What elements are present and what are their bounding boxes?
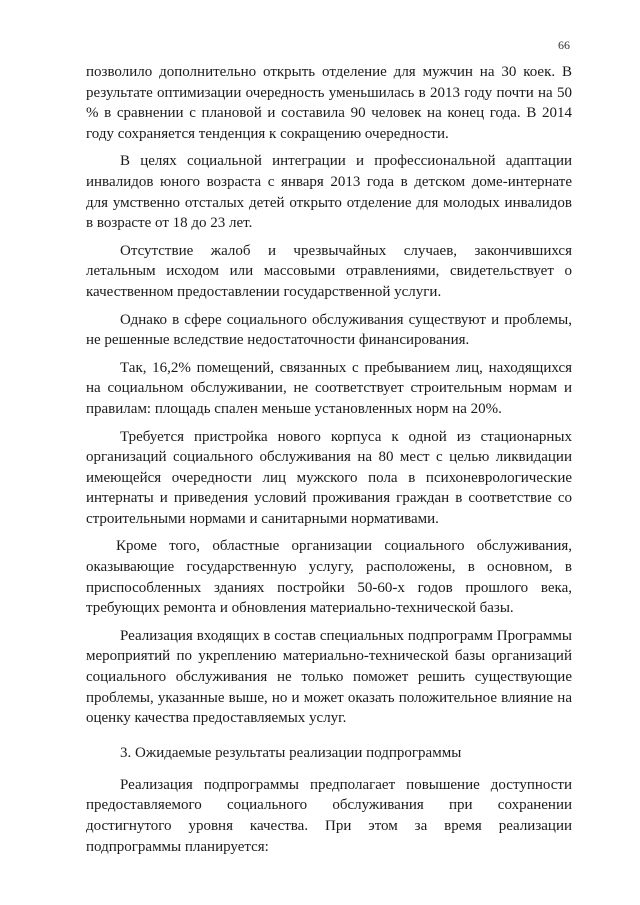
paragraph: позволило дополнительно открыть отделение для мужчин на 30 коек. В результате оптимизации очередность уменьшилась в 2013 году почти на 50 % в сравнении с плановой и составила 90 человек на конец года. В 2014 году сохраняется тенденция к сокращению очередности. bbox=[86, 64, 572, 142]
paragraph: Однако в сфере социального обслуживания существуют и проблемы, не решенные вследствие недостаточности финансирования. bbox=[86, 311, 572, 349]
paragraph: Кроме того, областные организации социального обслуживания, оказывающие государственную услугу, расположены, в основном, в приспособленных зданиях постройки 50-60-х годов прошлого века, требующих ремонта и обновления материально-технической базы. bbox=[86, 538, 572, 617]
paragraph: В целях социальной интеграции и профессиональной адаптации инвалидов юного возраста с января 2013 года в детском доме-интернате для умственно отсталых детей открыто отделение для молодых инвалидов в возрасте от 18 до 23 лет. bbox=[86, 153, 572, 232]
paragraph: Отсутствие жалоб и чрезвычайных случаев, закончившихся летальным исходом или массовыми отравлениями, свидетельствует о качественном предоставлении государственной услуги. bbox=[86, 242, 572, 300]
paragraph: Реализация подпрограммы предполагает повышение доступности предоставляемого социального обслуживания при сохранении достигнутого уровня качества. При этом за время реализации подпрограммы планируется: bbox=[86, 776, 572, 855]
paragraph: Так, 16,2% помещений, связанных с пребыванием лиц, находящихся на социальном обслуживании, не соответствует строительным нормам и правилам: площадь спален меньше установленных норм на 20%. bbox=[86, 359, 572, 417]
paragraph: Реализация входящих в состав специальных подпрограмм Программы мероприятий по укреплению материально-технической базы организаций социального обслуживания не только поможет решить существующие проблемы, указанные выше, но и может оказать положительное влияние на оценку качества предоставляемых услуг. bbox=[86, 627, 572, 727]
document-body bbox=[86, 62, 572, 864]
section-heading: 3. Ожидаемые результаты реализации подпрограммы bbox=[120, 744, 462, 761]
page-number: 66 bbox=[558, 38, 570, 52]
paragraph: Требуется пристройка нового корпуса к одной из стационарных организаций социального обслуживания на 80 мест с целью ликвидации имеющейся очередности лиц мужского пола в психоневрологические интернаты и приведения условий проживания граждан в соответствие со строительными нормами и санитарными нормативами. bbox=[86, 428, 572, 527]
